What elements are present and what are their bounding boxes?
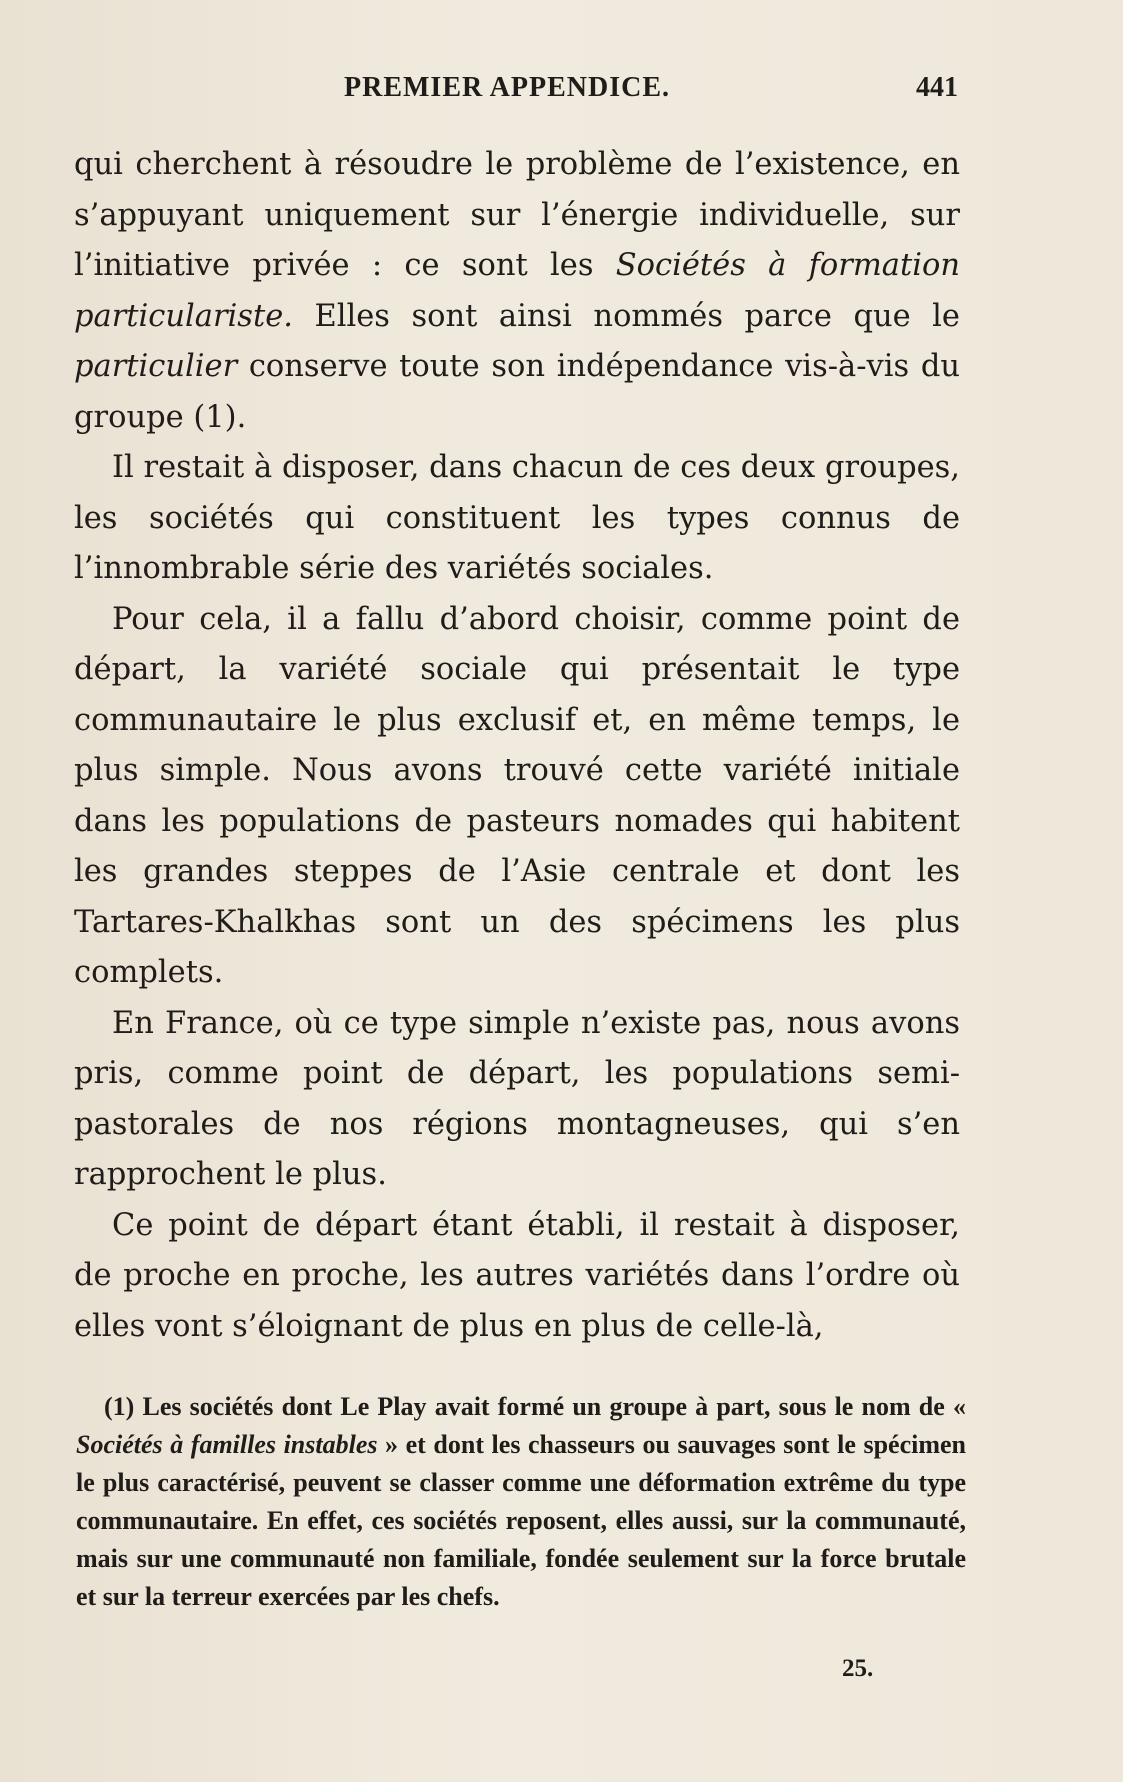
- printer-signature-mark: 25.: [842, 1655, 874, 1682]
- running-title: PREMIER APPENDICE.: [344, 72, 671, 103]
- paragraph-3: Pour cela, il a fallu d’abord choisir, comme point de départ, la variété sociale qui présentait le type communautaire le plus exclusif et, en même temps, le plus simple. Nous avons trouvé cette variété initiale dans les populations de pasteurs nomades qui habitent les grandes steppes de l’Asie centrale et dont les Tartares-Khalkhas sont un des spécimens les plus complets.: [74, 601, 960, 990]
- italic-term-societes: Sociétés à formation particulariste.: [74, 248, 960, 334]
- paragraph-1-text-b: Elles sont ainsi nommés parce que le: [292, 298, 960, 334]
- paragraph-1-text-c: conserve toute son indépendance vis-à-vis du groupe (1).: [74, 349, 960, 435]
- paragraph-5: Ce point de départ étant établi, il restait à disposer, de proche en proche, les autres variétés dans l’ordre où elles vont s’éloignant de plus en plus de celle-là,: [74, 1207, 960, 1344]
- paragraph-1-text-a: qui cherchent à résoudre le problème de l’existence, en s’appuyant uniquement sur l’énergie individuelle, sur l’initiative privée : ce sont les: [74, 147, 960, 283]
- italic-term-particulier: particulier: [74, 349, 238, 384]
- running-head: [74, 72, 962, 112]
- footnote-italic-term: Sociétés à familles instables: [76, 1430, 378, 1459]
- footnote-text-b: » et dont les chasseurs ou sauvages sont le spécimen le plus caractérisé, peuvent se classer comme une déformation extrême du type communautaire. En effet, ces sociétés reposent, elles aussi, sur la communauté, mais sur une communauté non familiale, fondée seulement sur la force brutale et sur la terreur exercées par les chefs.: [76, 1430, 966, 1611]
- paragraph-1: [74, 140, 960, 443]
- page-number: 441: [916, 72, 958, 103]
- main-text: [74, 140, 960, 1352]
- paragraph-2: Il restait à disposer, dans chacun de ces deux groupes, les sociétés qui constituent les types connus de l’innombrable série des variétés sociales.: [74, 450, 960, 586]
- footnote-1: [76, 1388, 966, 1616]
- footnote-block: [76, 1388, 966, 1616]
- footnote-text-a: (1) Les sociétés dont Le Play avait formé un groupe à part, sous le nom de «: [104, 1392, 966, 1421]
- paragraph-4: En France, où ce type simple n’existe pas, nous avons pris, comme point de départ, les populations semi-pastorales de nos régions montagneuses, qui s’en rapprochent le plus.: [74, 1005, 960, 1192]
